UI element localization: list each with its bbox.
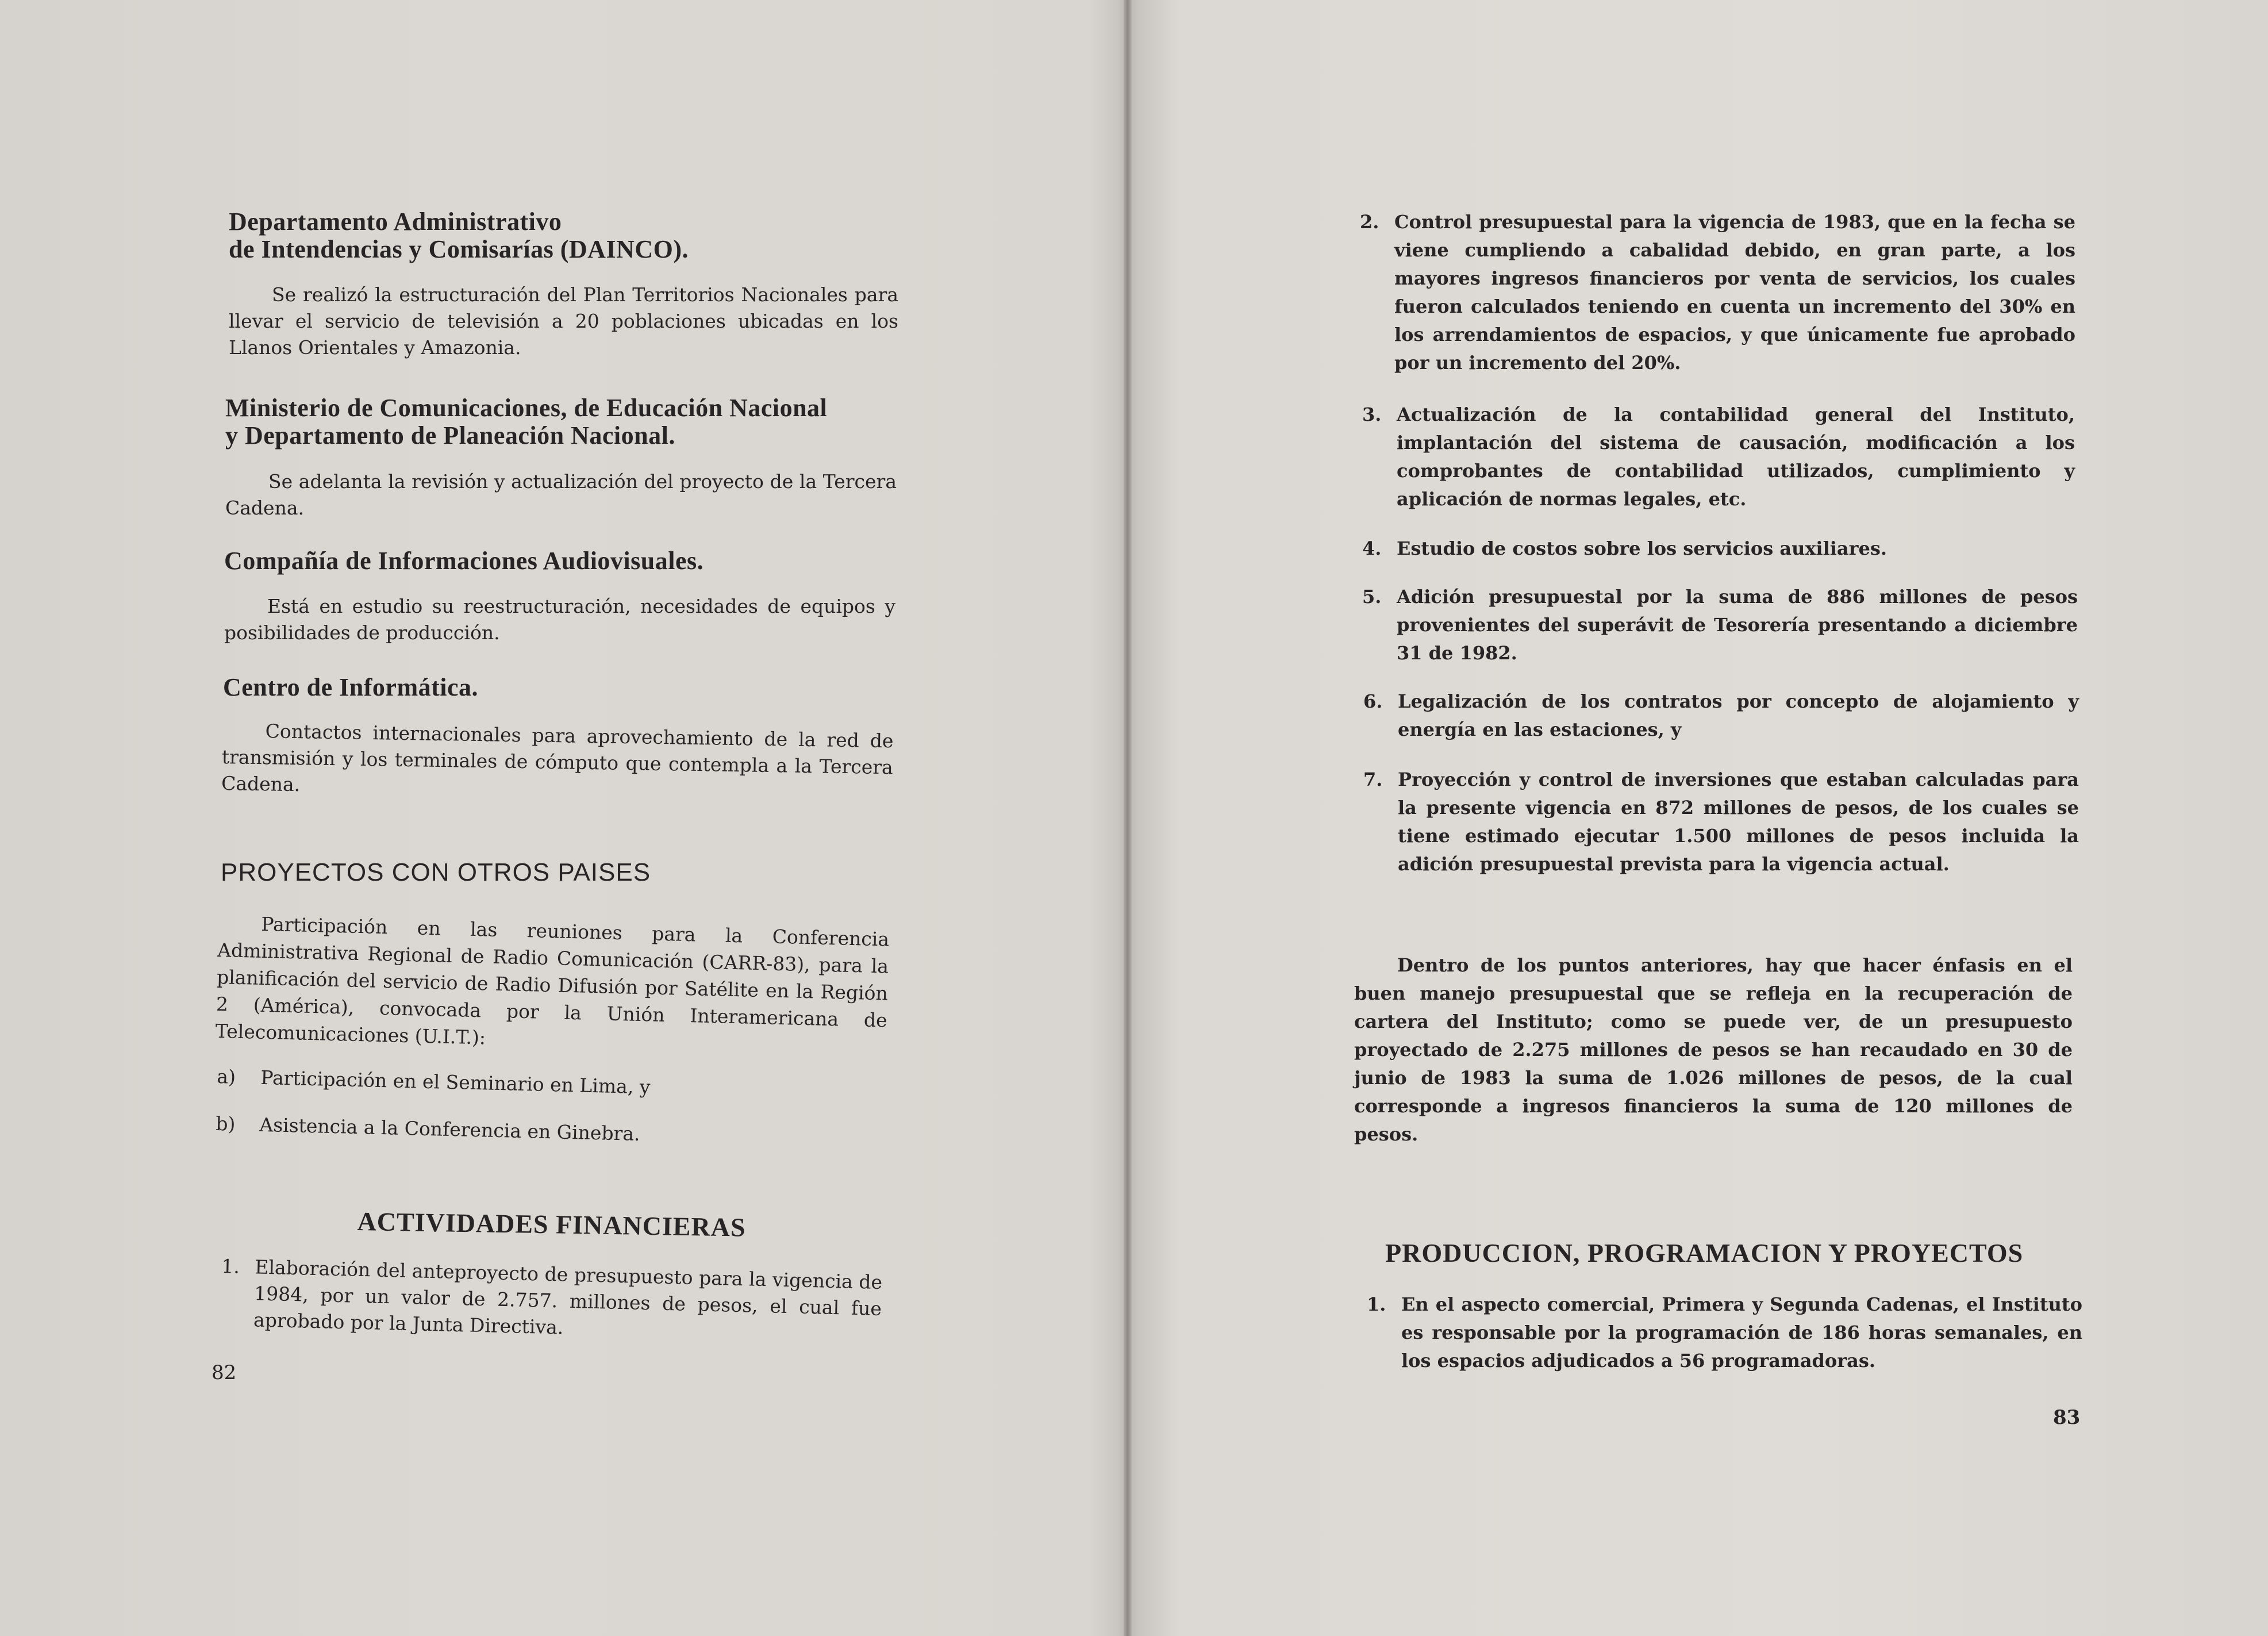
heading-dainco — [229, 208, 907, 263]
section-title-produccion: PRODUCCION, PROGRAMACION Y PROYECTOS — [1385, 1238, 2024, 1268]
paragraph-centro-informatica: Contactos internacionales para aprovechamiento de la red de transmisión y los terminales de cómputo que contempla a la Tercera Cadena. — [221, 720, 894, 796]
list-item-text: Participación en el Seminario en Lima, y — [260, 1066, 651, 1099]
page-number: 83 — [2053, 1406, 2081, 1429]
heading-line: de Intendencias y Comisarías (DAINCO). — [229, 235, 689, 263]
list-item-label: 1. — [1367, 1293, 1386, 1315]
list-item-text: Proyección y control de inversiones que estaban calculadas para la presente vigencia en 872 millones de pesos, de los cuales se tiene estimado ejecutar 1.500 millones de pesos incluida la adición presupuestal prevista para la vigencia actual. — [1398, 769, 2079, 875]
list-item — [1360, 208, 2075, 377]
list-item-label: a) — [216, 1065, 236, 1088]
list-item-label: 6. — [1363, 690, 1383, 712]
list-item — [220, 1253, 883, 1349]
list-item-text: Asistencia a la Conferencia en Ginebra. — [259, 1113, 641, 1146]
section-title-financieras: ACTIVIDADES FINANCIERAS — [357, 1206, 746, 1242]
list-item-label: 5. — [1362, 586, 1382, 608]
heading-ministerio — [225, 394, 915, 450]
heading-line: Centro de Informática. — [223, 673, 478, 701]
list-item — [1363, 766, 2079, 878]
paragraph-ministerio: Se adelanta la revisión y actualización del proyecto de la Tercera Cadena. — [225, 470, 897, 519]
paragraph-budget-summary: Dentro de los puntos anteriores, hay que hacer énfasis en el buen manejo presupuestal que se refleja en la recuperación de cartera del Instituto; como se puede ver, de un presupuesto proyectado de 2.275 millones de pesos se han recaudado en 30 de junio de 1983 la suma de 1.026 millones de pesos, de la cual corresponde a ingresos financieros la suma de 120 millones de pesos. — [1354, 954, 2073, 1145]
list-item-label: 3. — [1362, 404, 1382, 425]
list-item — [1367, 1291, 2082, 1375]
paragraph-compania: Está en estudio su reestructuración, necesidades de equipos y posibilidades de producción. — [224, 595, 895, 644]
list-item-text: Estudio de costos sobre los servicios auxiliares. — [1397, 537, 1887, 559]
heading-line: Compañía de Informaciones Audiovisuales. — [224, 547, 704, 575]
list-item-text: Elaboración del anteproyecto de presupuesto para la vigencia de 1984, por un valor de 2.757. millones de pesos, el cual fue aprobado por la Junta Directiva. — [253, 1255, 883, 1339]
list-item-text: Control presupuestal para la vigencia de 1983, que en la fecha se viene cumpliendo a cabalidad debido, en gran parte, a los mayores ingresos financieros por venta de servicios, los cuales fueron calculados teniendo en cuenta un incremento del 30% en los arrendamientos de espacios, y que únicamente fue aprobado por un incremento del 20%. — [1394, 211, 2075, 374]
right-page — [1132, 0, 2268, 1636]
heading-line: Ministerio de Comunicaciones, de Educación Nacional — [225, 394, 828, 422]
heading-compania — [224, 547, 914, 575]
list-item — [1363, 688, 2079, 744]
heading-line: y Departamento de Planeación Nacional. — [225, 421, 675, 450]
paragraph-dainco: Se realizó la estructuración del Plan Territorios Nacionales para llevar el servicio de televisión a 20 poblaciones ubicadas en los Llanos Orientales y Amazonia. — [229, 283, 898, 359]
list-item-text: Legalización de los contratos por concepto de alojamiento y energía en las estaciones, y — [1398, 690, 2079, 740]
heading-line: Departamento Administrativo — [229, 208, 562, 236]
list-item-label: 7. — [1363, 769, 1383, 790]
list-item-label: 4. — [1362, 537, 1382, 559]
list-item — [1362, 535, 2075, 563]
list-item-label: 1. — [221, 1254, 240, 1278]
list-item-text: En el aspecto comercial, Primera y Segunda Cadenas, el Instituto es responsable por la programación de 186 horas semanales, en los espacios adjudicados a 56 programadoras. — [1401, 1293, 2082, 1372]
list-item-text: Adición presupuestal por la suma de 886 millones de pesos provenientes del superávit de Tesorería presentando a diciembre 31 de 1982. — [1397, 586, 2078, 664]
list-item — [217, 1063, 878, 1106]
page-number: 82 — [212, 1361, 237, 1384]
left-page — [0, 0, 1127, 1636]
list-item-label: b) — [215, 1112, 236, 1135]
list-item — [1362, 583, 2078, 667]
list-item — [1362, 401, 2075, 513]
list-item-label: 2. — [1360, 211, 1379, 233]
paragraph-proyectos: Participación en las reuniones para la Conferencia Administrativa Regional de Radio Comunicación (CARR-83), para la planificación del servicio de Radio Difusión por Satélite en la Región 2 (América), convocada por la Unión Interamericana de Telecomunicaciones (U.I.T.): — [215, 912, 890, 1049]
list-item — [216, 1111, 877, 1153]
heading-proyectos: PROYECTOS CON OTROS PAISES — [221, 858, 651, 886]
heading-centro-informatica — [223, 674, 913, 701]
list-item-text: Actualización de la contabilidad general del Instituto, implantación del sistema de causación, modificación a los comprobantes de contabilidad utilizados, cumplimiento y aplicación de normas legales, etc. — [1397, 404, 2075, 510]
